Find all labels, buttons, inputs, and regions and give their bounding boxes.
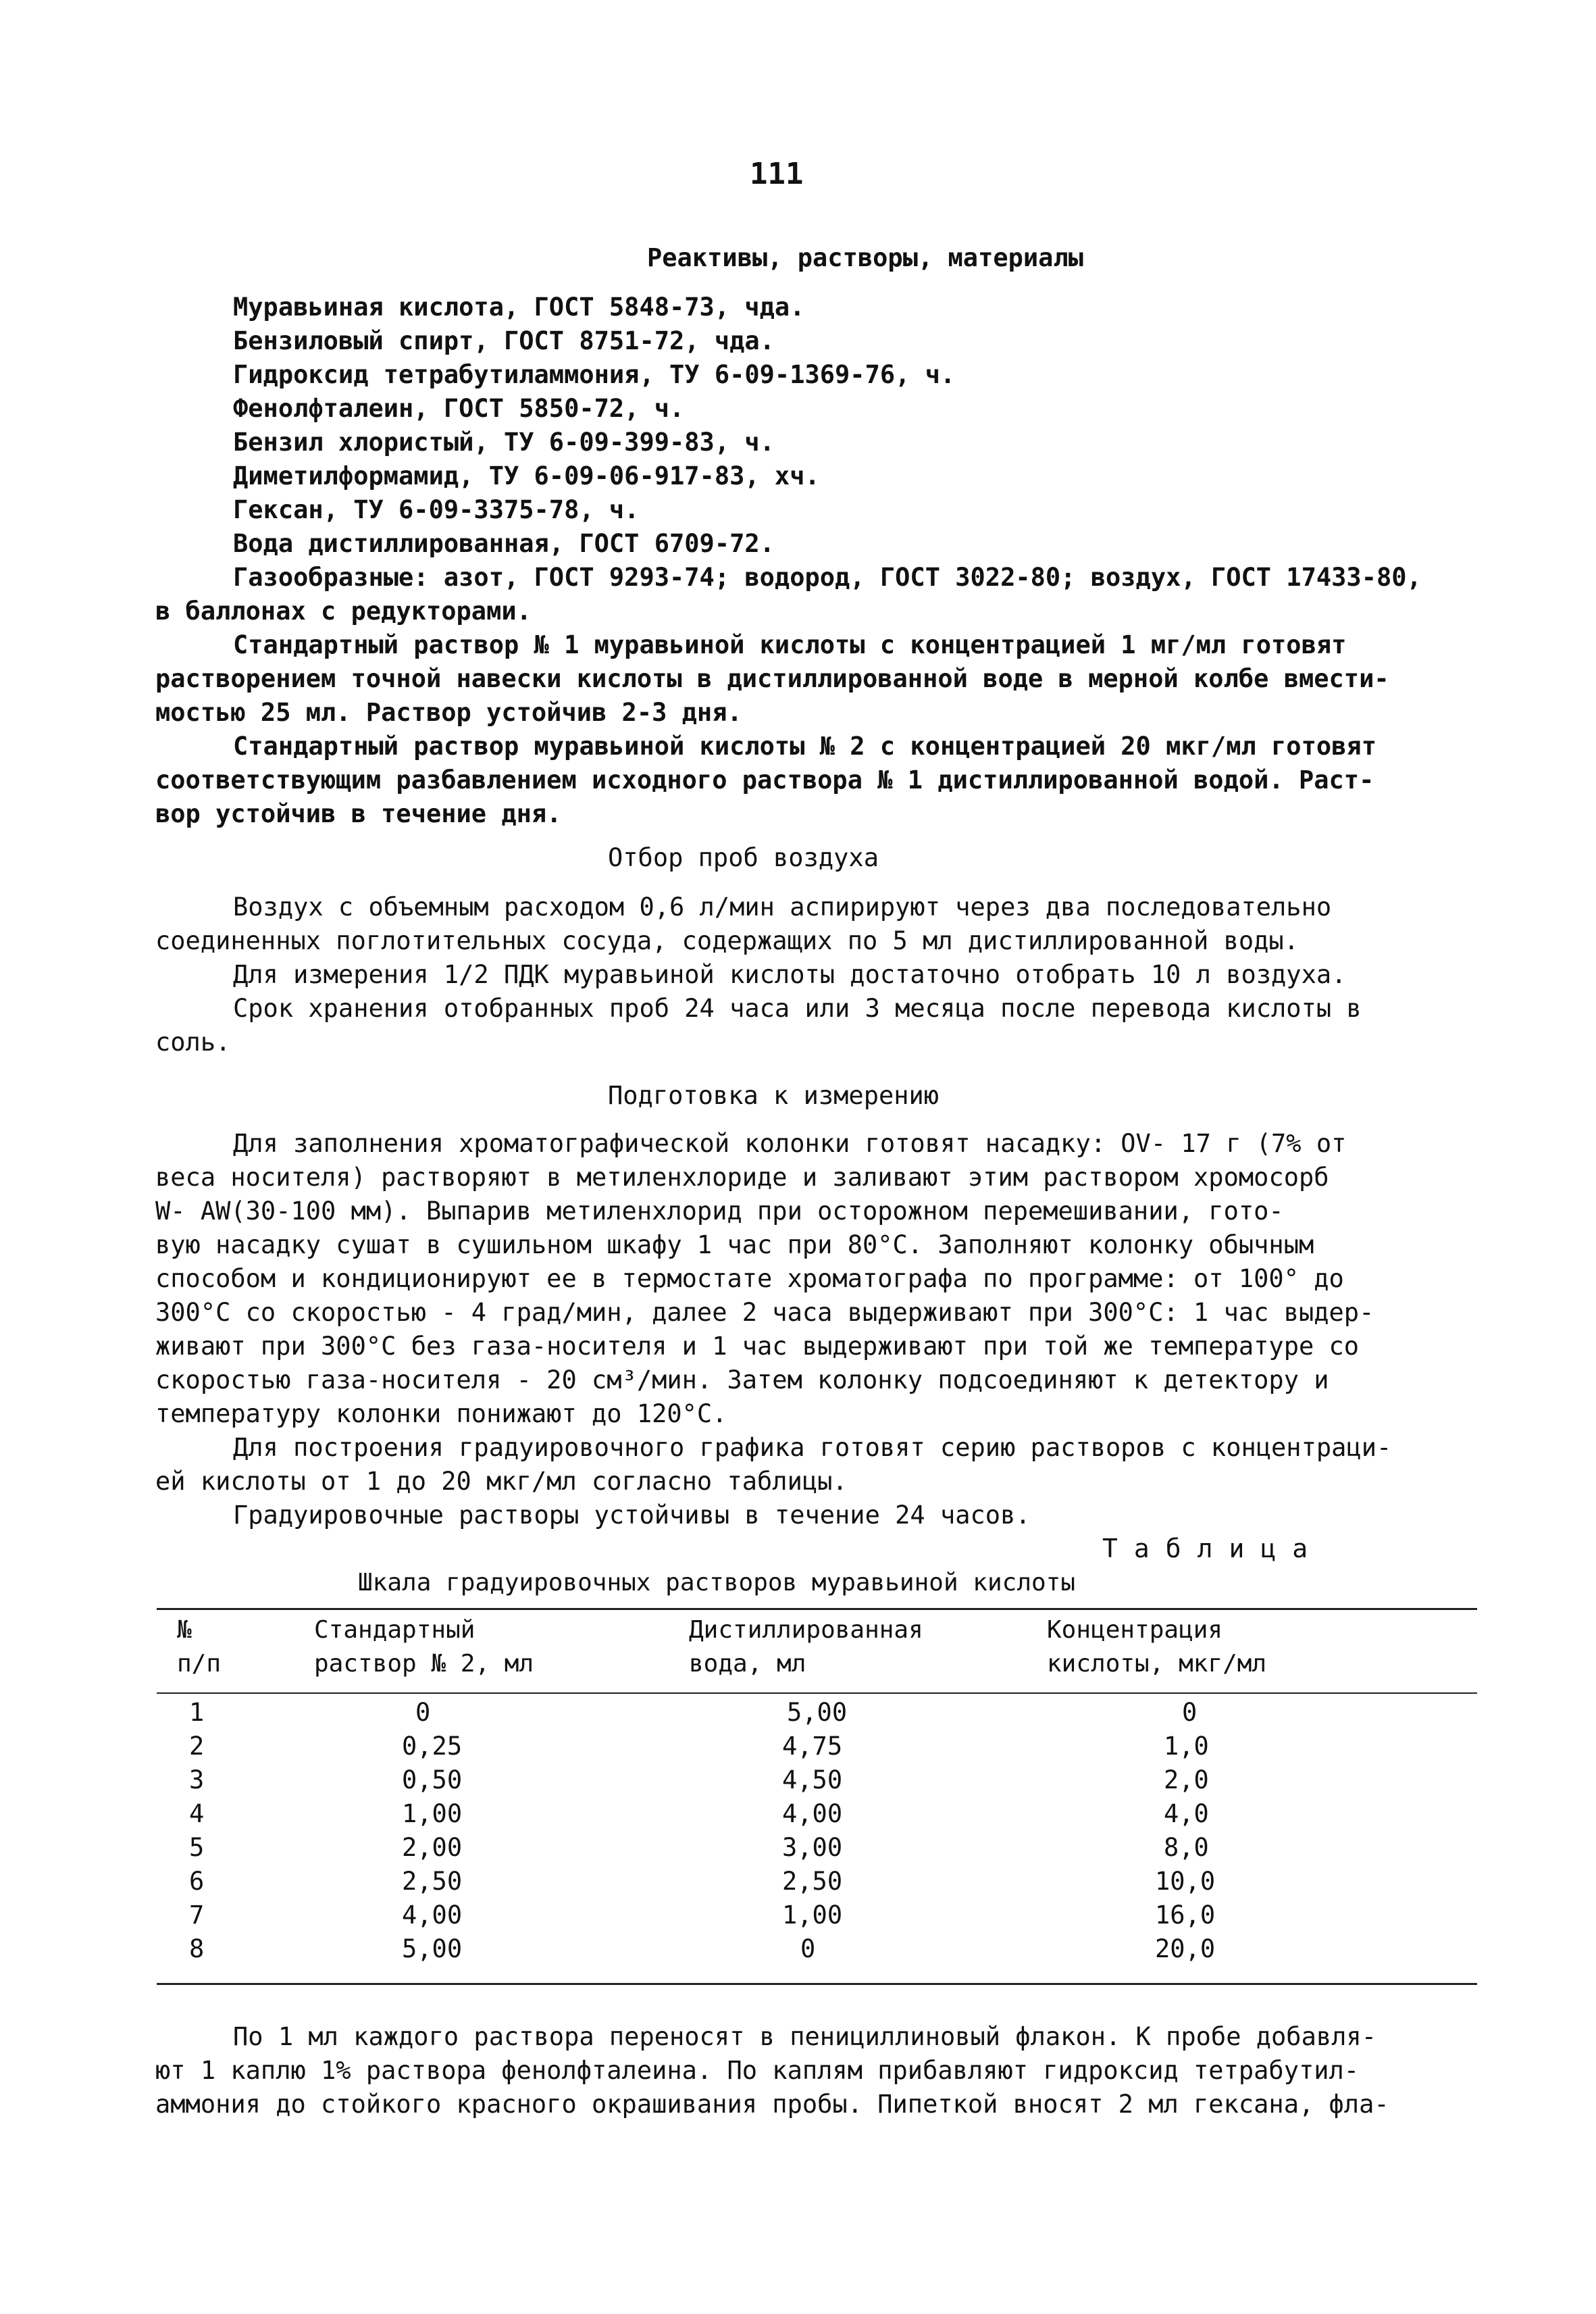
cell-concentration: 4,0 [1164, 1799, 1209, 1828]
standard-solution-1-line: мостью 25 мл. Раствор устойчив 2-3 дня. [155, 698, 742, 727]
sampling-line: соединенных поглотительных сосуда, содержащих по 5 мл дистиллированной воды. [155, 926, 1299, 955]
reagent-item: Фенолфталеин, ГОСТ 5850-72, ч. [233, 394, 685, 423]
header-cell-standard: Стандартный [314, 1616, 475, 1644]
reagent-item: Бензил хлористый, ТУ 6-09-399-83, ч. [233, 428, 775, 457]
cell-concentration: 10,0 [1155, 1867, 1216, 1896]
standard-solution-1-line: Стандартный раствор № 1 муравьиной кислоты с концентрацией 1 мг/мл готовят [233, 630, 1347, 659]
cell-standard: 5,00 [402, 1934, 463, 1963]
cell-standard: 2,50 [402, 1867, 463, 1896]
sampling-line: соль. [155, 1028, 231, 1057]
cell-water: 0 [800, 1934, 816, 1963]
preparation-line: скоростью газа-носителя - 20 см³/мин. Затем колонку подсоединяют к детектору и [155, 1365, 1329, 1394]
cell-standard: 2,00 [402, 1833, 463, 1862]
table-top-rule [157, 1608, 1477, 1610]
preparation-heading: Подготовка к измерению [608, 1081, 939, 1110]
cell-standard: 0,50 [402, 1765, 463, 1794]
cell-number: 1 [189, 1698, 205, 1727]
reagents-heading: Реактивы, растворы, материалы [647, 243, 1084, 272]
sampling-heading: Отбор проб воздуха [608, 843, 879, 872]
cell-water: 5,00 [787, 1698, 848, 1727]
header-cell-number: п/п [177, 1650, 222, 1678]
cell-water: 3,00 [782, 1833, 843, 1862]
table-bottom-rule [157, 1983, 1477, 1985]
reagent-item: Диметилформамид, ТУ 6-09-06-917-83, хч. [233, 461, 820, 491]
preparation-line: ей кислоты от 1 до 20 мкг/мл согласно таблицы. [155, 1467, 848, 1496]
cell-number: 2 [189, 1732, 205, 1761]
preparation-line: живают при 300°С без газа-носителя и 1 час выдерживают при той же температуре со [155, 1332, 1360, 1361]
header-cell-standard: раствор № 2, мл [314, 1650, 534, 1678]
preparation-line: способом и кондиционируют ее в термостате хроматографа по программе: от 100° до [155, 1264, 1344, 1293]
final-paragraph [155, 2020, 1479, 2121]
header-cell-concentration: кислоты, мкг/мл [1047, 1650, 1267, 1678]
preparation-line: 300°С со скоростью - 4 град/мин, далее 2 часа выдерживают при 300°С: 1 час выдер- [155, 1298, 1374, 1327]
cell-standard: 0 [415, 1698, 431, 1727]
preparation-line: W- AW(30-100 мм). Выпарив метиленхлорид при осторожном перемешивании, гото- [155, 1197, 1284, 1226]
final-line: ют 1 каплю 1% раствора фенолфталеина. По каплям прибавляют гидроксид тетрабутил- [155, 2056, 1360, 2085]
table-header-rule [157, 1692, 1477, 1694]
cell-water: 2,50 [782, 1867, 843, 1896]
final-line: аммония до стойкого красного окрашивания пробы. Пипеткой вносят 2 мл гексана, фла- [155, 2090, 1389, 2119]
cell-number: 5 [189, 1833, 205, 1862]
cell-standard: 4,00 [402, 1901, 463, 1930]
reagent-item: Бензиловый спирт, ГОСТ 8751-72, чда. [233, 326, 775, 355]
cell-concentration: 0 [1182, 1698, 1198, 1727]
gases-paragraph-line: Газообразные: азот, ГОСТ 9293-74; водород, ГОСТ 3022-80; воздух, ГОСТ 17433-80, [233, 563, 1422, 592]
cell-concentration: 1,0 [1164, 1732, 1209, 1761]
cell-water: 4,50 [782, 1765, 843, 1794]
page-number: 111 [750, 157, 804, 191]
header-cell-water: Дистиллированная [689, 1616, 923, 1644]
preparation-line: веса носителя) растворяют в метиленхлориде и заливают этим раствором хромосорб [155, 1163, 1329, 1192]
cell-concentration: 16,0 [1155, 1901, 1216, 1930]
cell-standard: 1,00 [402, 1799, 463, 1828]
reagent-item: Муравьиная кислота, ГОСТ 5848-73, чда. [233, 293, 805, 322]
sampling-line: Срок хранения отобранных проб 24 часа или 3 месяца после перевода кислоты в [233, 994, 1362, 1023]
preparation-line: температуру колонки понижают до 120°С. [155, 1399, 727, 1428]
reagent-item: Вода дистиллированная, ГОСТ 6709-72. [233, 529, 775, 558]
preparation-line: Для построения градуировочного графика готовят серию растворов с концентраци- [233, 1433, 1392, 1462]
cell-number: 6 [189, 1867, 205, 1896]
gases-paragraph-line: в баллонах с редукторами. [155, 597, 532, 626]
cell-concentration: 2,0 [1164, 1765, 1209, 1794]
standard-solution-2-line: Стандартный раствор муравьиной кислоты № 2 с концентрацией 20 мкг/мл готовят [233, 732, 1376, 761]
cell-water: 1,00 [782, 1901, 843, 1930]
header-cell-water: вода, мл [689, 1650, 806, 1678]
cell-number: 8 [189, 1934, 205, 1963]
sampling-section [155, 890, 1479, 1059]
cell-number: 4 [189, 1799, 205, 1828]
reagents-section [155, 291, 1479, 831]
cell-standard: 0,25 [402, 1732, 463, 1761]
preparation-line: Для заполнения хроматографической колонки готовят насадку: OV- 17 г (7% от [233, 1129, 1347, 1158]
table-caption: Шкала градуировочных растворов муравьиной кислоты [358, 1569, 1076, 1596]
reagent-item: Гидроксид тетрабутиламмония, ТУ 6-09-1369-76, ч. [233, 360, 956, 389]
preparation-section [155, 1127, 1479, 1532]
cell-number: 3 [189, 1765, 205, 1794]
standard-solution-2-line: соответствующим разбавлением исходного раствора № 1 дистиллированной водой. Раст- [155, 765, 1374, 795]
cell-water: 4,00 [782, 1799, 843, 1828]
sampling-line: Для измерения 1/2 ПДК муравьиной кислоты достаточно отобрать 10 л воздуха. [233, 960, 1347, 989]
reagent-item: Гексан, ТУ 6-09-3375-78, ч. [233, 495, 640, 524]
sampling-line: Воздух с объемным расходом 0,6 л/мин аспирируют через два последовательно [233, 892, 1332, 922]
cell-concentration: 8,0 [1164, 1833, 1209, 1862]
preparation-line: вую насадку сушат в сушильном шкафу 1 час при 80°С. Заполняют колонку обычным [155, 1230, 1314, 1259]
standard-solution-2-line: вор устойчив в течение дня. [155, 799, 562, 828]
final-line: По 1 мл каждого раствора переносят в пенициллиновый флакон. К пробе добавля- [233, 2022, 1376, 2051]
preparation-line: Градуировочные растворы устойчивы в течение 24 часов. [233, 1501, 1031, 1530]
header-cell-concentration: Концентрация [1047, 1616, 1223, 1644]
cell-concentration: 20,0 [1155, 1934, 1216, 1963]
cell-water: 4,75 [782, 1732, 843, 1761]
table-label: Таблица [1102, 1534, 1324, 1563]
standard-solution-1-line: растворением точной навески кислоты в дистиллированной воде в мерной колбе вмести- [155, 664, 1389, 693]
header-cell-number: № [177, 1616, 192, 1644]
cell-number: 7 [189, 1901, 205, 1930]
